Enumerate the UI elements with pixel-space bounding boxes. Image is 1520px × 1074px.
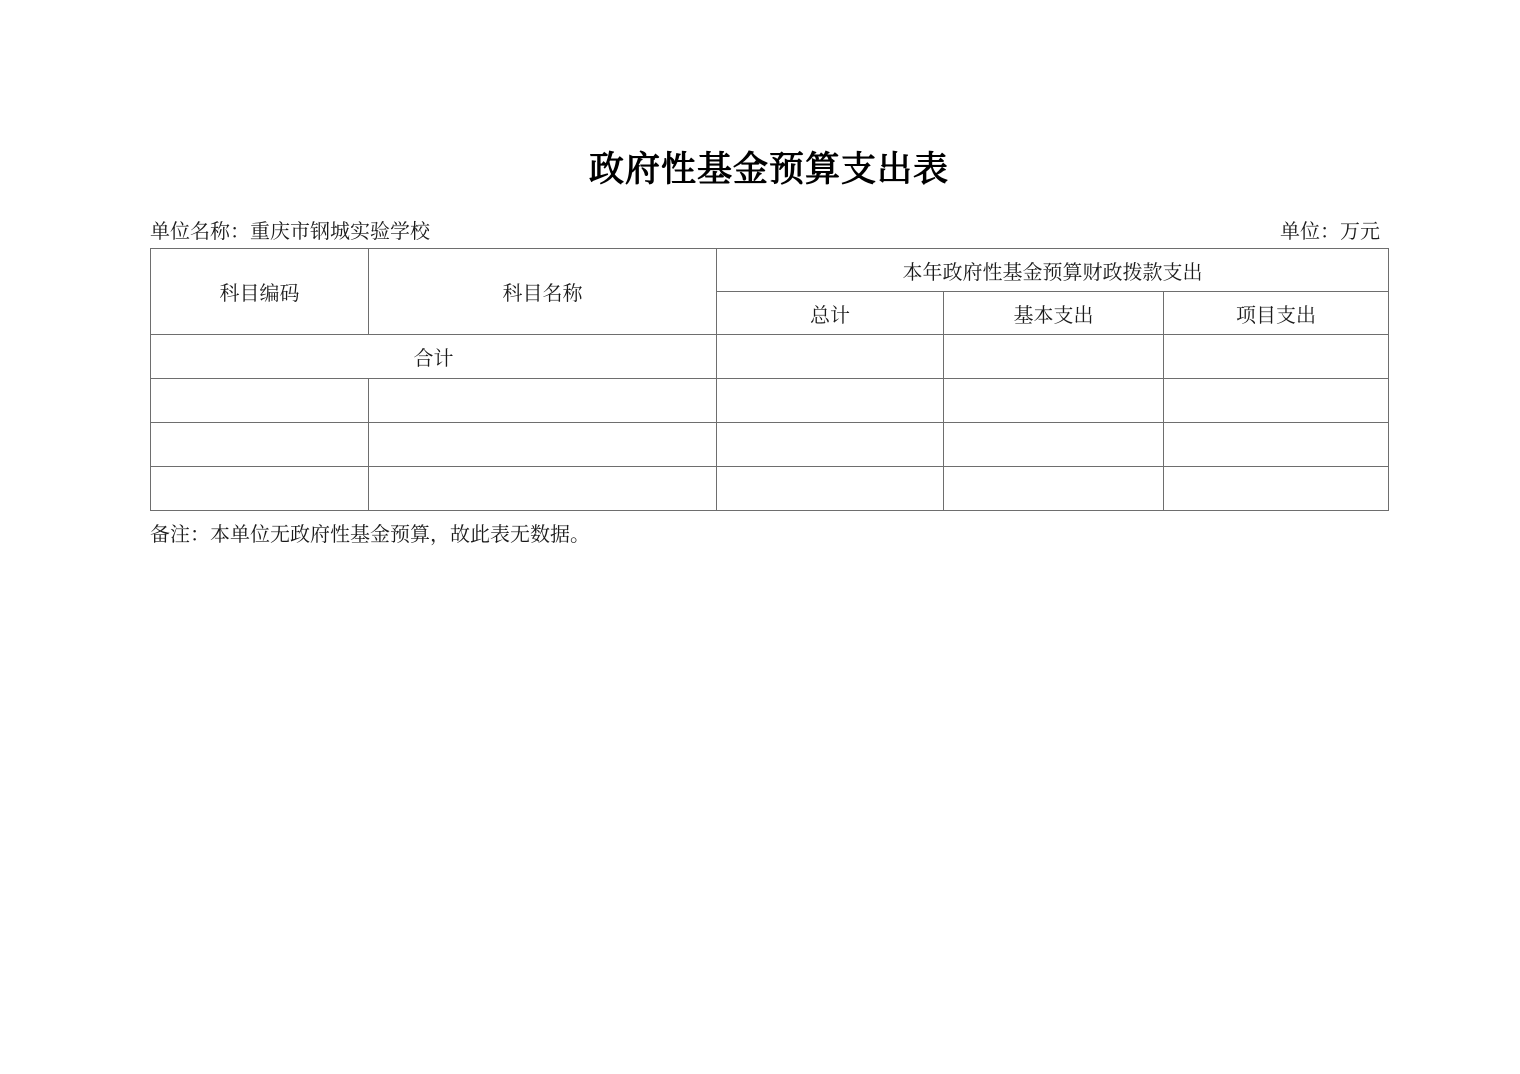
empty-cell	[151, 379, 369, 423]
empty-cell	[944, 423, 1164, 467]
total-row-value-cell	[944, 335, 1164, 379]
table-row	[151, 379, 1389, 423]
header-cell-project: 项目支出	[1164, 292, 1389, 335]
header-cell-basic: 基本支出	[944, 292, 1164, 335]
empty-cell	[717, 423, 944, 467]
header-cell-group: 本年政府性基金预算财政拨款支出	[717, 249, 1389, 292]
table-header-row-1	[151, 249, 1389, 292]
empty-cell	[369, 379, 717, 423]
empty-cell	[1164, 467, 1389, 511]
empty-cell	[369, 423, 717, 467]
unit-name-label: 单位名称：重庆市钢城实验学校	[150, 221, 430, 243]
total-row-value-cell	[1164, 335, 1389, 379]
empty-cell	[717, 379, 944, 423]
total-row-value-cell	[717, 335, 944, 379]
page-title: 政府性基金预算支出表	[588, 150, 949, 190]
budget-table	[150, 248, 1389, 511]
header-cell-subject-name: 科目名称	[369, 249, 717, 335]
empty-cell	[151, 467, 369, 511]
empty-cell	[151, 423, 369, 467]
document-content	[150, 0, 1388, 547]
empty-cell	[369, 467, 717, 511]
info-row	[150, 218, 1388, 244]
unit-measure-label: 单位：万元	[1280, 221, 1380, 243]
remark-note: 备注：本单位无政府性基金预算，故此表无数据。	[150, 524, 590, 546]
table-row	[151, 423, 1389, 467]
empty-cell	[717, 467, 944, 511]
table-row	[151, 467, 1389, 511]
empty-cell	[1164, 379, 1389, 423]
header-cell-subject-code: 科目编码	[151, 249, 369, 335]
empty-cell	[944, 379, 1164, 423]
empty-cell	[1164, 423, 1389, 467]
header-cell-total: 总计	[717, 292, 944, 335]
total-row-label-cell: 合计	[151, 335, 717, 379]
table-row-total	[151, 335, 1389, 379]
empty-cell	[944, 467, 1164, 511]
